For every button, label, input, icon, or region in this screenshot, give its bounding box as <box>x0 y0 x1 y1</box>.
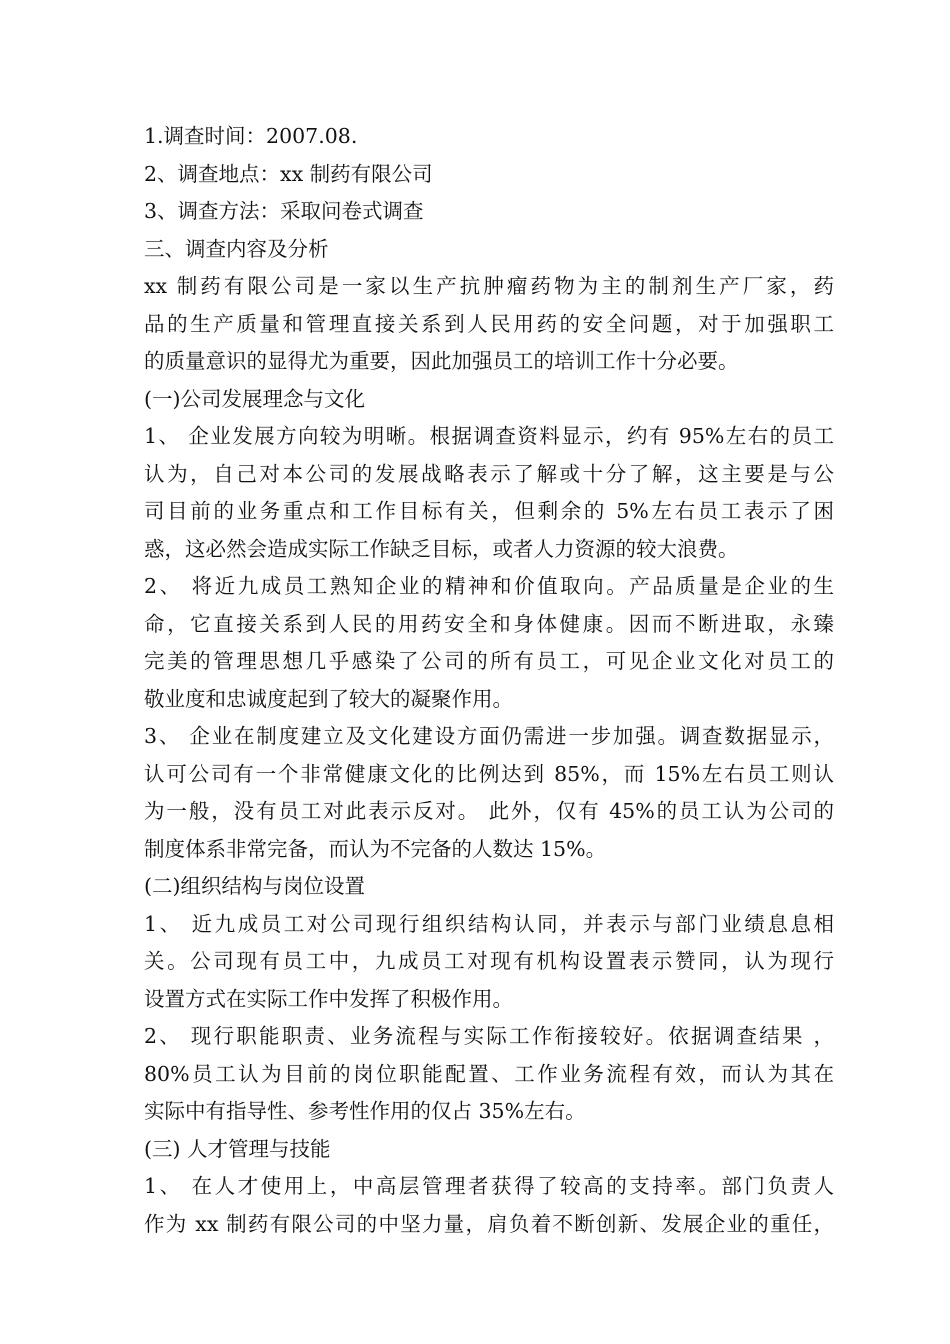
text-line: 1、 在人才使用上，中高层管理者获得了较高的支持率。部门负责人 <box>144 1174 834 1198</box>
text-line: 品的生产质量和管理直接关系到人民用药的安全问题，对于加强职工 <box>144 311 834 336</box>
text-line: 2、 现行职能职责、业务流程与实际工作衔接较好。依据调查结果 ， <box>144 1024 834 1048</box>
text-line: 认可公司有一个非常健康文化的比例达到 85%，而 15%左右员工则认 <box>144 761 834 786</box>
text-line: 3、 企业在制度建立及文化建设方面仍需进一步加强。调查数据显示， <box>144 724 834 748</box>
text-line: 命，它直接关系到人民的用药安全和身体健康。因而不断进取，永臻 <box>144 611 834 636</box>
text-line: 1、 企业发展方向较为明晰。根据调查资料显示，约有 95%左右的员工 <box>144 424 834 448</box>
text-line: 作为 xx 制药有限公司的中坚力量，肩负着不断创新、发展企业的重任， <box>144 1211 834 1236</box>
text-line: 实际中有指导性、参考性作用的仅占 35%左右。 <box>144 1099 586 1123</box>
document-body <box>144 118 834 1243</box>
text-line: 敬业度和忠诚度起到了较大的凝聚作用。 <box>144 686 513 711</box>
text-line: 2、调查地点：xx 制药有限公司 <box>144 161 433 186</box>
text-line: 为一般，没有员工对此表示反对。 此外，仅有 45%的员工认为公司的 <box>144 799 834 823</box>
text-line: 2、 将近九成员工熟知企业的精神和价值取向。产品质量是企业的生 <box>144 574 834 598</box>
text-line: xx 制药有限公司是一家以生产抗肿瘤药物为主的制剂生产厂家，药 <box>144 274 834 298</box>
text-line: 3、调查方法：采取问卷式调查 <box>144 199 424 223</box>
text-line: 认为，自己对本公司的发展战略表示了解或十分了解，这主要是与公 <box>144 461 834 486</box>
text-line: 80%员工认为目前的岗位职能配置、工作业务流程有效，而认为其在 <box>144 1061 834 1086</box>
text-line: (二)组织结构与岗位设置 <box>144 874 365 898</box>
text-line: 惑，这必然会造成实际工作缺乏目标，或者人力资源的较大浪费。 <box>144 536 739 561</box>
text-line: 1.调查时间：2007.08. <box>144 124 358 148</box>
text-line: 三、调查内容及分析 <box>144 236 329 261</box>
text-line: 完美的管理思想几乎感染了公司的所有员工，可见企业文化对员工的 <box>144 649 834 673</box>
text-line: 关。公司现有员工中，九成员工对现有机构设置表示赞同，认为现行 <box>144 949 834 973</box>
text-line: 设置方式在实际工作中发挥了积极作用。 <box>144 986 513 1011</box>
text-line: 制度体系非常完备，而认为不完备的人数达 15%。 <box>144 836 607 861</box>
text-line: 1、 近九成员工对公司现行组织结构认同，并表示与部门业绩息息相 <box>144 911 834 936</box>
text-line: 司目前的业务重点和工作目标有关，但剩余的 5%左右员工表示了困 <box>144 499 834 523</box>
text-line: (三) 人才管理与技能 <box>144 1136 331 1161</box>
text-line: 的质量意识的显得尤为重要，因此加强员工的培训工作十分必要。 <box>144 349 739 373</box>
text-line: (一)公司发展理念与文化 <box>144 386 365 411</box>
